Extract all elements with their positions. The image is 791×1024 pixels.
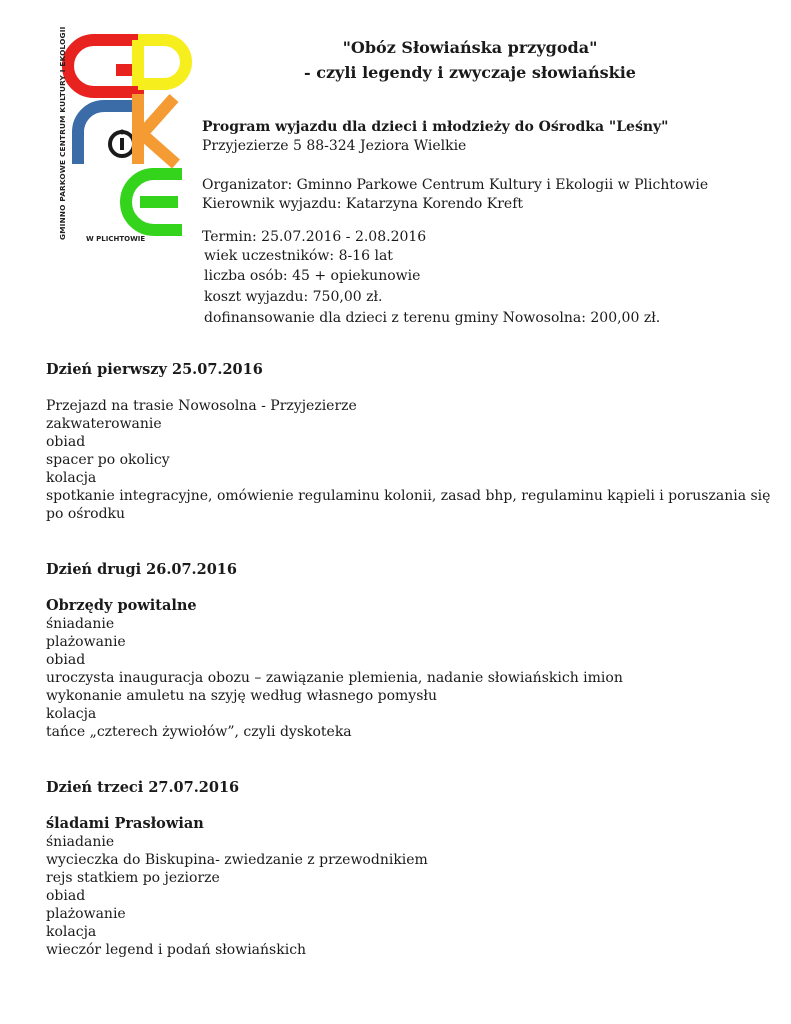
list-item: kolacja <box>46 470 97 486</box>
list-item: zakwaterowanie <box>46 416 162 432</box>
day-one-heading: Dzień pierwszy 25.07.2016 <box>46 361 263 378</box>
list-item: uroczysta inauguracja obozu – zawiązanie plemienia, nadanie słowiańskich imion <box>46 670 623 686</box>
logo-red-arc <box>68 40 138 92</box>
list-item: spotkanie integracyjne, omówienie regulaminu kolonii, zasad bhp, regulaminu kąpieli i poruszania się <box>46 488 771 504</box>
list-item: plażowanie <box>46 906 126 922</box>
day-one-section <box>46 361 770 523</box>
list-item: śniadanie <box>46 834 115 850</box>
day-three-section <box>46 779 428 959</box>
list-item: po ośrodku <box>46 506 126 522</box>
list-item: spacer po okolicy <box>46 452 170 468</box>
logo-green-e <box>126 174 182 230</box>
subsidy-line: dofinansowanie dla dzieci z terenu gminy Nowosolna: 200,00 zł. <box>204 310 661 326</box>
list-item: rejs statkiem po jeziorze <box>46 870 220 886</box>
gpcke-logo <box>54 34 194 249</box>
logo-orange-k <box>138 94 176 164</box>
day-two-subtitle: Obrzędy powitalne <box>46 597 197 614</box>
leader-line: Kierownik wyjazdu: Katarzyna Korendo Kreft <box>202 196 524 212</box>
address-line: Przyjezierze 5 88-324 Jeziora Wielkie <box>202 138 467 154</box>
list-item: obiad <box>46 888 86 904</box>
day-two-heading: Dzień drugi 26.07.2016 <box>46 561 237 578</box>
list-item: kolacja <box>46 706 97 722</box>
list-item: Przejazd na trasie Nowosolna - Przyjezierze <box>46 398 357 414</box>
logo-center-bar <box>120 138 124 150</box>
count-line: liczba osób: 45 + opiekunowie <box>204 268 421 284</box>
document-subtitle: - czyli legendy i zwyczaje słowiańskie <box>304 63 636 82</box>
day-three-heading: Dzień trzeci 27.07.2016 <box>46 779 240 796</box>
list-item: wykonanie amuletu na szyję według własnego pomysłu <box>46 688 437 704</box>
age-line: wiek uczestników: 8-16 lat <box>204 248 393 264</box>
list-item: wieczór legend i podań słowiańskich <box>46 942 307 958</box>
organizer-line: Organizator: Gminno Parkowe Centrum Kultury i Ekologii w Plichtowie <box>202 177 709 193</box>
document-title: "Obóz Słowiańska przygoda" <box>342 38 598 57</box>
logo-org-name: GMINNO PARKOWE CENTRUM KULTURY I EKOLOGII <box>58 26 67 240</box>
logo-yellow-arc <box>138 40 186 86</box>
day-two-section <box>46 561 623 741</box>
list-item: obiad <box>46 652 86 668</box>
cost-line: koszt wyjazdu: 750,00 zł. <box>204 289 383 305</box>
list-item: kolacja <box>46 924 97 940</box>
list-item: plażowanie <box>46 634 126 650</box>
day-three-subtitle: śladami Prasłowian <box>46 815 204 832</box>
logo-center-dot <box>120 130 125 135</box>
list-item: tańce „czterech żywiołów”, czyli dyskoteka <box>46 724 352 740</box>
term-line: Termin: 25.07.2016 - 2.08.2016 <box>202 229 427 245</box>
list-item: wycieczka do Biskupina- zwiedzanie z przewodnikiem <box>46 852 428 868</box>
list-item: śniadanie <box>46 616 115 632</box>
program-line: Program wyjazdu dla dzieci i młodzieży do Ośrodka "Leśny" <box>202 119 669 135</box>
logo-org-sub: W PLICHTOWIE <box>86 235 146 243</box>
list-item: obiad <box>46 434 86 450</box>
